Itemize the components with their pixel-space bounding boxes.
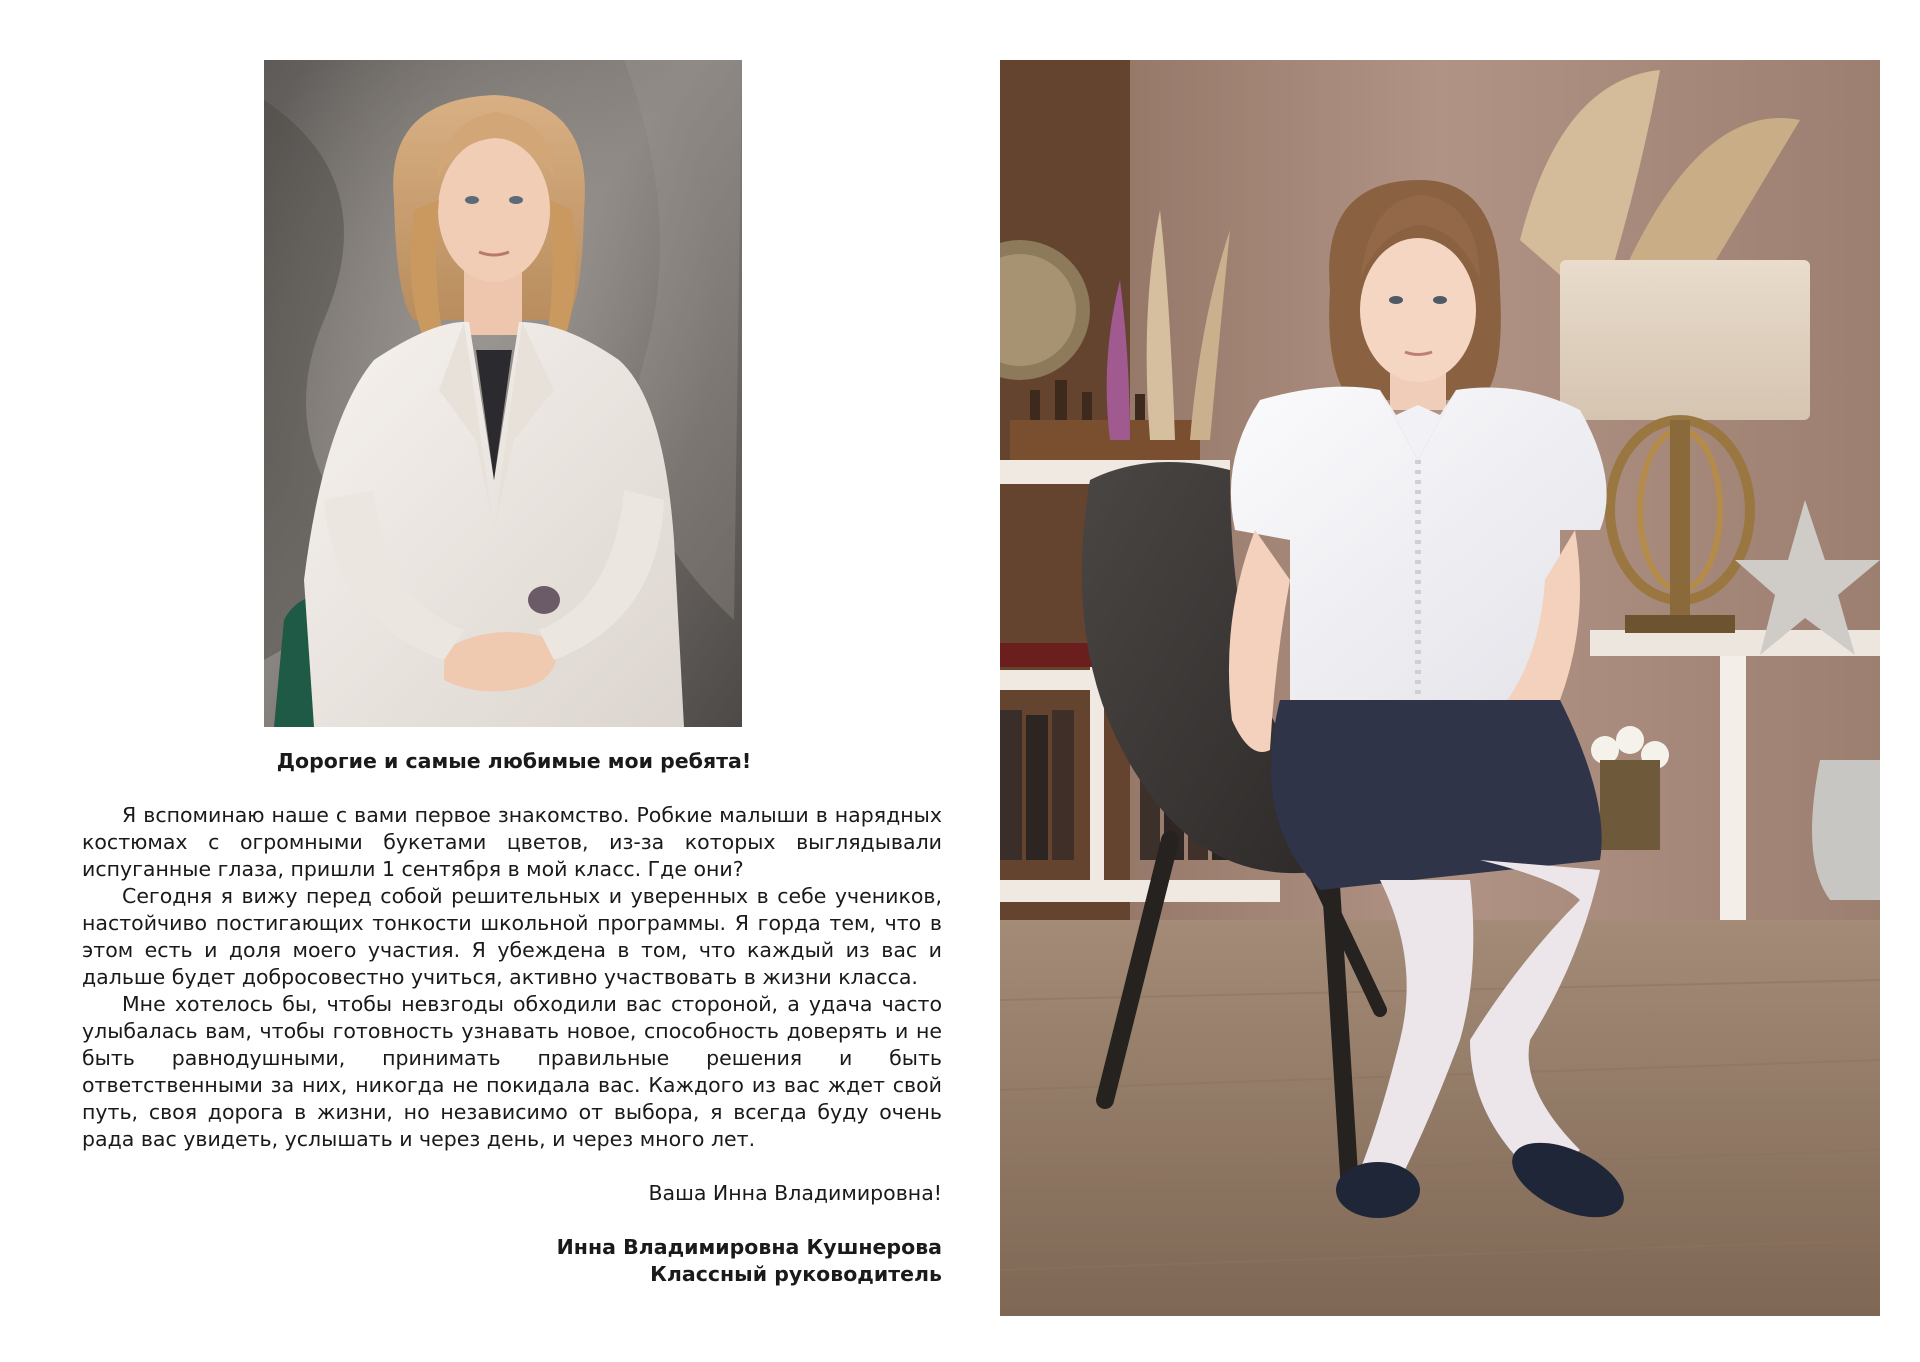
letter-title: Дорогие и самые любимые мои ребята! <box>276 749 752 773</box>
student-portrait-image <box>1000 60 1880 1316</box>
letter-paragraph-3: Мне хотелось бы, чтобы невзгоды обходили вас стороной, а удача часто улыбалась вам, чтобы готовность узнавать новое, способность доверять и не быть равнодушными, принимать правильные решения и быть ответственными за них, никогда не покидала вас. Каждого из вас ждет свой путь, своя дорога в жизни, но независимо от выбора, я всегда буду очень рада вас увидеть, услышать и через день, и через много лет. <box>82 992 942 1151</box>
teacher-portrait-image <box>264 60 742 727</box>
letter-block <box>82 748 942 1288</box>
signature-block <box>82 1234 942 1288</box>
letter-paragraph-1: Я вспоминаю наше с вами первое знакомство. Робкие малыши в нарядных костюмах с огромными букетами цветов, из-за которых выглядывали испуганные глаза, пришли 1 сентября в мой класс. Где они? <box>82 803 942 881</box>
letter-paragraph-2: Сегодня я вижу перед собой решительных и уверенных в себе учеников, настойчиво постигающих тонкости школьной программы. Я горда тем, что в этом есть и доля моего участия. Я убеждена в том, что каждый из вас и дальше будет добросовестно учиться, активно участвовать в жизни класса. <box>82 884 942 989</box>
signature-role: Классный руководитель <box>650 1262 942 1286</box>
signature-name: Инна Владимировна Кушнерова <box>556 1235 942 1259</box>
teacher-portrait-photo <box>264 60 742 727</box>
student-portrait-photo <box>1000 60 1880 1316</box>
letter-closing: Ваша Инна Владимировна! <box>648 1181 942 1205</box>
